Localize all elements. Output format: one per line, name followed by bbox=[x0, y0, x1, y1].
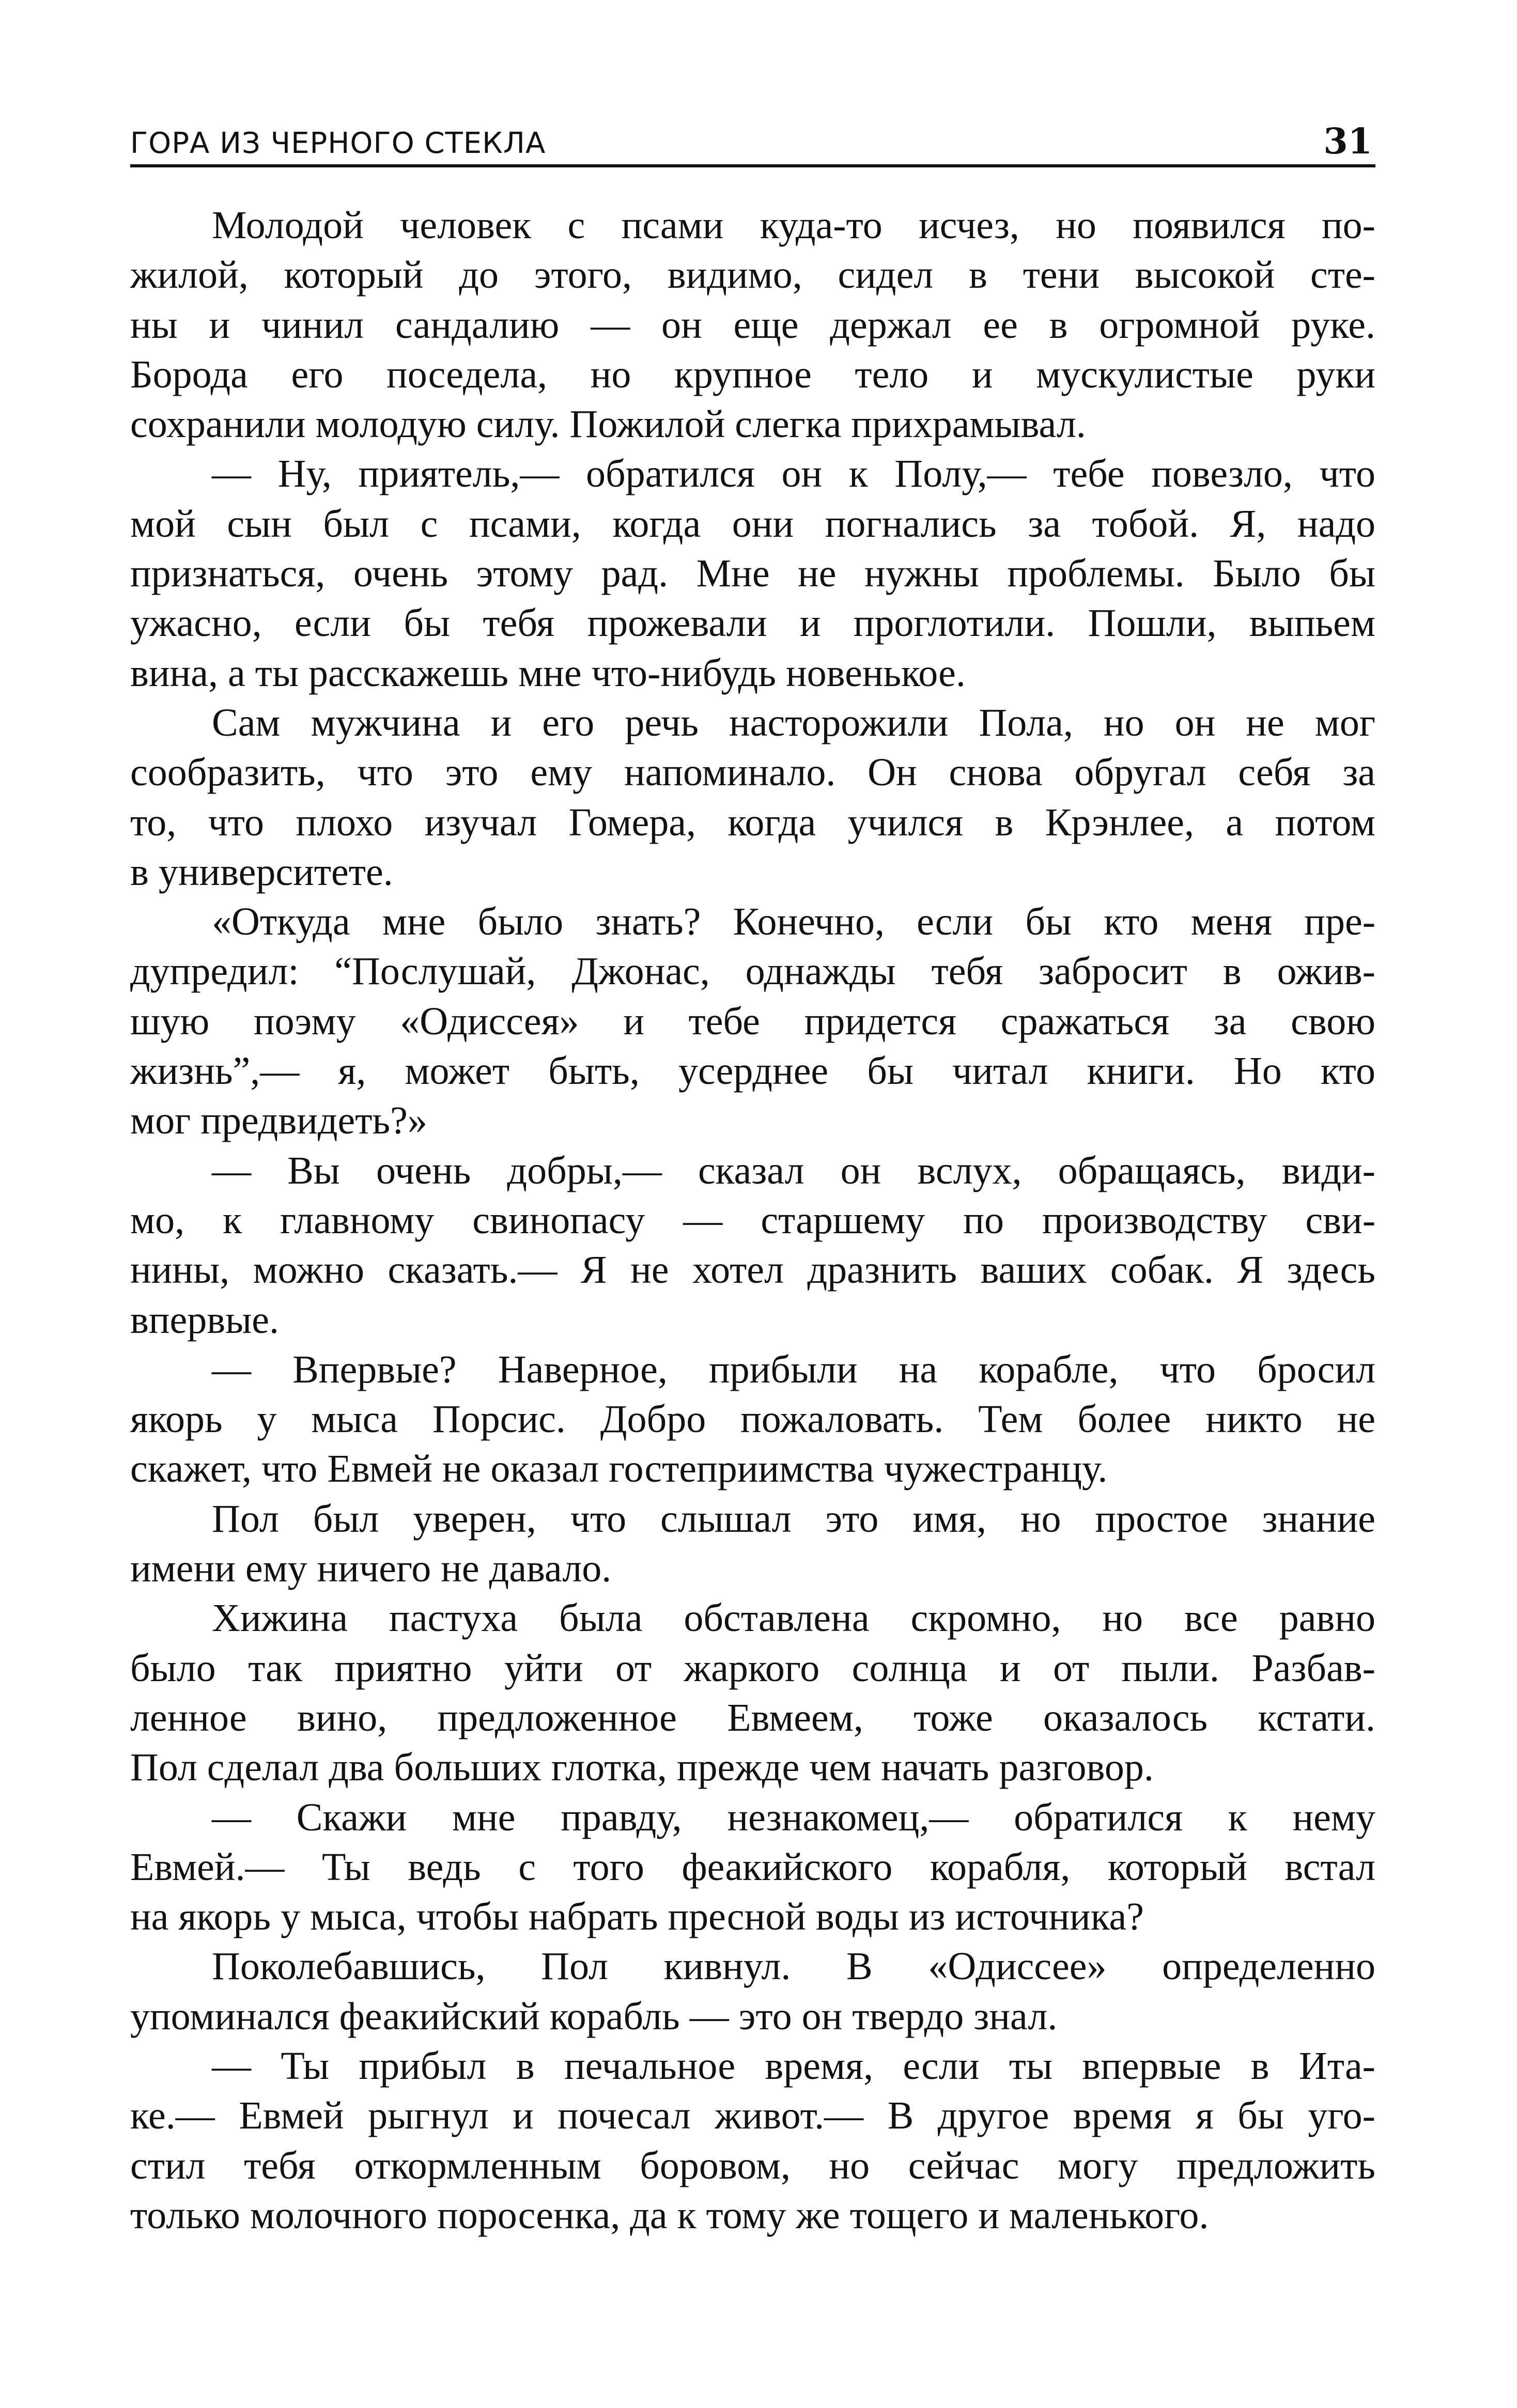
text-line: нины, можно сказать.— Я не хотел дразнить ваших собак. Я здесь bbox=[130, 1248, 1375, 1292]
text-line: шую поэму «Одиссея» и тебе придется сражаться за свою bbox=[130, 999, 1375, 1043]
text-line: мог предвидеть?» bbox=[130, 1099, 427, 1143]
text-line: — Скажи мне правду, незнакомец,— обратился к нему bbox=[212, 1795, 1375, 1839]
text-line: Пол сделал два больших глотка, прежде чем начать разговор. bbox=[130, 1746, 1154, 1790]
text-line: жизнь”,— я, может быть, усерднее бы читал книги. Но кто bbox=[130, 1049, 1375, 1093]
paragraph bbox=[130, 1941, 1375, 2041]
text-line: ке.— Евмей рыгнул и почесал живот.— В другое время я бы уго- bbox=[130, 2094, 1375, 2138]
text-line: мой сын был с псами, когда они погнались за тобой. Я, надо bbox=[130, 502, 1375, 546]
text-line: на якорь у мыса, чтобы набрать пресной воды из источника? bbox=[130, 1895, 1144, 1939]
text-line: жилой, который до этого, видимо, сидел в тени высокой сте- bbox=[130, 253, 1375, 297]
text-line: мо, к главному свинопасу — старшему по производству сви- bbox=[130, 1198, 1375, 1242]
text-line: — Ты прибыл в печальное время, если ты впервые в Ита- bbox=[212, 2044, 1375, 2088]
paragraph bbox=[130, 897, 1375, 1145]
text-line: упоминался феакийский корабль — это он твердо знал. bbox=[130, 1994, 1058, 2038]
text-line: скажет, что Евмей не оказал гостеприимства чужестранцу. bbox=[130, 1447, 1108, 1491]
text-line: Сам мужчина и его речь насторожили Пола, но он не мог bbox=[212, 701, 1375, 744]
text-line: было так приятно уйти от жаркого солнца и от пыли. Разбав- bbox=[130, 1646, 1375, 1690]
text-line: — Ну, приятель,— обратился он к Полу,— тебе повезло, что bbox=[212, 452, 1375, 496]
text-line: якорь у мыса Порсис. Добро пожаловать. Тем более никто не bbox=[130, 1397, 1375, 1441]
running-header bbox=[130, 115, 1375, 167]
paragraph bbox=[130, 200, 1375, 449]
paragraph bbox=[130, 1345, 1375, 1494]
text-line: «Откуда мне было знать? Конечно, если бы кто меня пре- bbox=[212, 900, 1375, 944]
body-text bbox=[130, 200, 1375, 2240]
text-line: — Впервые? Наверное, прибыли на корабле, что бросил bbox=[212, 1347, 1375, 1391]
text-line: сохранили молодую силу. Пожилой слегка прихрамывал. bbox=[130, 402, 1086, 446]
paragraph bbox=[130, 1146, 1375, 1345]
text-line: дупредил: “Послушай, Джонас, однажды тебя забросит в ожив- bbox=[130, 950, 1375, 993]
running-title: ГОРА ИЗ ЧЕРНОГО СТЕКЛА bbox=[130, 127, 546, 160]
text-line: ужасно, если бы тебя прожевали и проглотили. Пошли, выпьем bbox=[130, 601, 1375, 645]
text-line: Борода его поседела, но крупное тело и мускулистые руки bbox=[130, 352, 1375, 396]
paragraph bbox=[130, 449, 1375, 697]
text-line: — Вы очень добры,— сказал он вслух, обращаясь, види- bbox=[212, 1148, 1375, 1192]
text-line: Поколебавшись, Пол кивнул. В «Одиссее» определенно bbox=[212, 1945, 1375, 1988]
text-line: то, что плохо изучал Гомера, когда учился в Крэнлее, а потом bbox=[130, 800, 1375, 844]
text-line: Молодой человек с псами куда-то исчез, но появился по- bbox=[212, 204, 1375, 247]
paragraph bbox=[130, 1793, 1375, 1942]
text-line: имени ему ничего не давало. bbox=[130, 1547, 612, 1591]
text-line: признаться, очень этому рад. Мне не нужны проблемы. Было бы bbox=[130, 552, 1375, 596]
text-line: вина, а ты расскажешь мне что-нибудь новенькое. bbox=[130, 651, 966, 695]
text-line: сообразить, что это ему напоминало. Он снова обругал себя за bbox=[130, 751, 1375, 795]
paragraph bbox=[130, 1494, 1375, 1594]
text-line: Евмей.— Ты ведь с того феакийского корабля, который встал bbox=[130, 1845, 1375, 1889]
paragraph bbox=[130, 1593, 1375, 1792]
text-line: в университете. bbox=[130, 850, 393, 894]
text-line: впервые. bbox=[130, 1298, 279, 1342]
text-line: ны и чинил сандалию — он еще держал ее в огромной руке. bbox=[130, 303, 1375, 347]
paragraph bbox=[130, 2041, 1375, 2240]
text-line: ленное вино, предложенное Евмеем, тоже оказалось кстати. bbox=[130, 1696, 1375, 1739]
text-line: Хижина пастуха была обставлена скромно, но все равно bbox=[212, 1596, 1375, 1640]
text-line: Пол был уверен, что слышал это имя, но простое знание bbox=[212, 1497, 1375, 1541]
page-number: 31 bbox=[1323, 121, 1372, 162]
text-line: стил тебя откормленным боровом, но сейчас могу предложить bbox=[130, 2143, 1375, 2187]
paragraph bbox=[130, 698, 1375, 897]
text-line: только молочного поросенка, да к тому же тощего и маленького. bbox=[130, 2193, 1209, 2237]
